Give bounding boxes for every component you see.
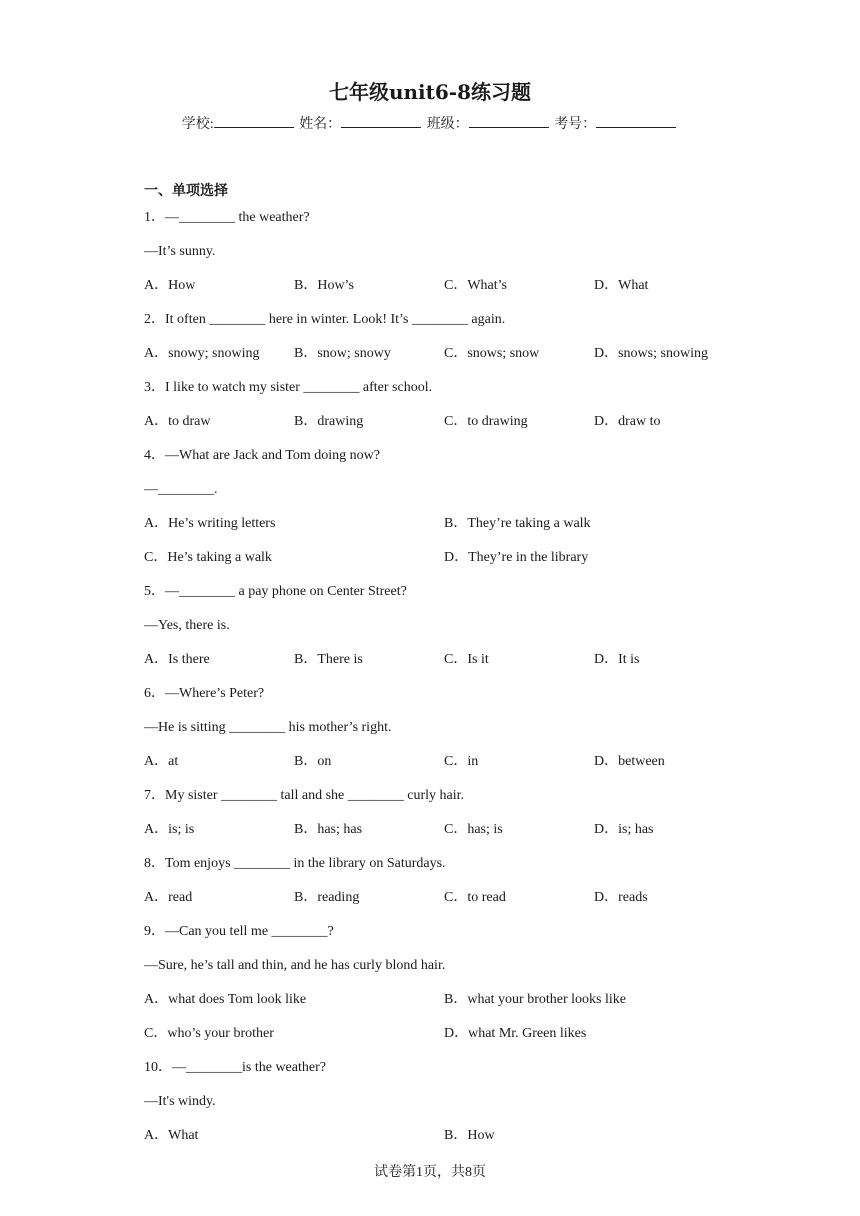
answer-options-row (144, 548, 744, 582)
page-footer: 试卷第1页，共8页 (374, 1165, 486, 1180)
answer-options-row (144, 344, 744, 378)
question-dialogue-line: —Sure, he’s tall and thin, and he has curly blond hair. (144, 958, 446, 973)
answer-option-b[interactable]: B．what your brother looks like (444, 992, 626, 1007)
answer-option-a[interactable]: A．Is there (144, 652, 210, 667)
answer-option-b[interactable]: B．reading (294, 890, 360, 905)
school-label: 学校: (181, 117, 214, 132)
answer-option-c[interactable]: C．to read (444, 890, 506, 905)
question-stem: 8．Tom enjoys ________ in the library on Saturdays. (144, 856, 446, 871)
answer-option-a[interactable]: A．is; is (144, 822, 195, 837)
question-stem: 2．It often ________ here in winter. Look! It’s ________ again. (144, 312, 506, 327)
answer-option-d[interactable]: D．is; has (594, 822, 654, 837)
answer-options-row (144, 412, 744, 446)
answer-options-row (144, 514, 744, 548)
answer-option-b[interactable]: B．on (294, 754, 332, 769)
answer-option-d[interactable]: D．between (594, 754, 665, 769)
question-stem: 10．—________is the weather? (144, 1060, 326, 1075)
answer-option-b[interactable]: B．How’s (294, 278, 354, 293)
answer-options-row (144, 888, 744, 922)
answer-option-d[interactable]: D．They’re in the library (444, 550, 589, 565)
question-dialogue-line: —He is sitting ________ his mother’s right. (144, 720, 392, 735)
answer-options-row (144, 990, 744, 1024)
answer-option-a[interactable]: A．He’s writing letters (144, 516, 276, 531)
page-title: 七年级unit6-8练习题 (328, 80, 532, 104)
question-stem: 4．—What are Jack and Tom doing now? (144, 448, 380, 463)
answer-option-a[interactable]: A．What (144, 1128, 199, 1143)
answer-option-b[interactable]: B．There is (294, 652, 363, 667)
answer-option-a[interactable]: A．How (144, 278, 196, 293)
question-dialogue-line: —________. (144, 482, 218, 497)
section-title: 一、单项选择 (144, 183, 228, 199)
answer-option-a[interactable]: A．read (144, 890, 193, 905)
question-stem: 7．My sister ________ tall and she ________ curly hair. (144, 788, 465, 803)
class-blank[interactable] (469, 113, 549, 128)
question-stem: 1．—________ the weather? (144, 210, 310, 225)
answer-option-a[interactable]: A．at (144, 754, 179, 769)
answer-option-c[interactable]: C．who’s your brother (144, 1026, 274, 1041)
answer-option-b[interactable]: B．How (444, 1128, 495, 1143)
answer-option-d[interactable]: D．snows; snowing (594, 346, 708, 361)
answer-option-d[interactable]: D．reads (594, 890, 648, 905)
answer-options-row (144, 752, 744, 786)
question-stem: 6．—Where’s Peter? (144, 686, 265, 701)
answer-option-c[interactable]: C．has; is (444, 822, 503, 837)
question-stem: 3．I like to watch my sister ________ after school. (144, 380, 433, 395)
question-list (144, 208, 744, 1160)
answer-options-row (144, 1024, 744, 1058)
answer-option-d[interactable]: D．It is (594, 652, 640, 667)
answer-options-row (144, 650, 744, 684)
name-label: 姓名： (299, 117, 342, 132)
student-info-row (0, 113, 860, 133)
answer-option-d[interactable]: D．draw to (594, 414, 661, 429)
answer-options-row (144, 1126, 744, 1160)
answer-option-c[interactable]: C．in (444, 754, 479, 769)
class-label: 班级： (426, 117, 469, 132)
answer-option-c[interactable]: C．Is it (444, 652, 489, 667)
answer-option-c[interactable]: C．snows; snow (444, 346, 540, 361)
answer-option-b[interactable]: B．drawing (294, 414, 364, 429)
answer-options-row (144, 276, 744, 310)
name-blank[interactable] (341, 113, 421, 128)
answer-option-d[interactable]: D．What (594, 278, 649, 293)
answer-option-c[interactable]: C．What’s (444, 278, 507, 293)
answer-options-row (144, 820, 744, 854)
question-dialogue-line: —Yes, there is. (144, 618, 230, 633)
answer-option-b[interactable]: B．They’re taking a walk (444, 516, 591, 531)
exam-number-blank[interactable] (596, 113, 676, 128)
answer-option-a[interactable]: A．what does Tom look like (144, 992, 307, 1007)
answer-option-c[interactable]: C．to drawing (444, 414, 528, 429)
answer-option-b[interactable]: B．snow; snowy (294, 346, 391, 361)
question-stem: 5．—________ a pay phone on Center Street? (144, 584, 407, 599)
question-stem: 9．—Can you tell me ________? (144, 924, 334, 939)
exam-number-label: 考号： (554, 117, 597, 132)
answer-option-a[interactable]: A．to draw (144, 414, 211, 429)
question-dialogue-line: —It's windy. (144, 1094, 216, 1109)
answer-option-a[interactable]: A．snowy; snowing (144, 346, 260, 361)
answer-option-b[interactable]: B．has; has (294, 822, 363, 837)
answer-option-d[interactable]: D．what Mr. Green likes (444, 1026, 587, 1041)
question-dialogue-line: —It’s sunny. (144, 244, 216, 259)
school-blank[interactable] (214, 113, 294, 128)
answer-option-c[interactable]: C．He’s taking a walk (144, 550, 272, 565)
